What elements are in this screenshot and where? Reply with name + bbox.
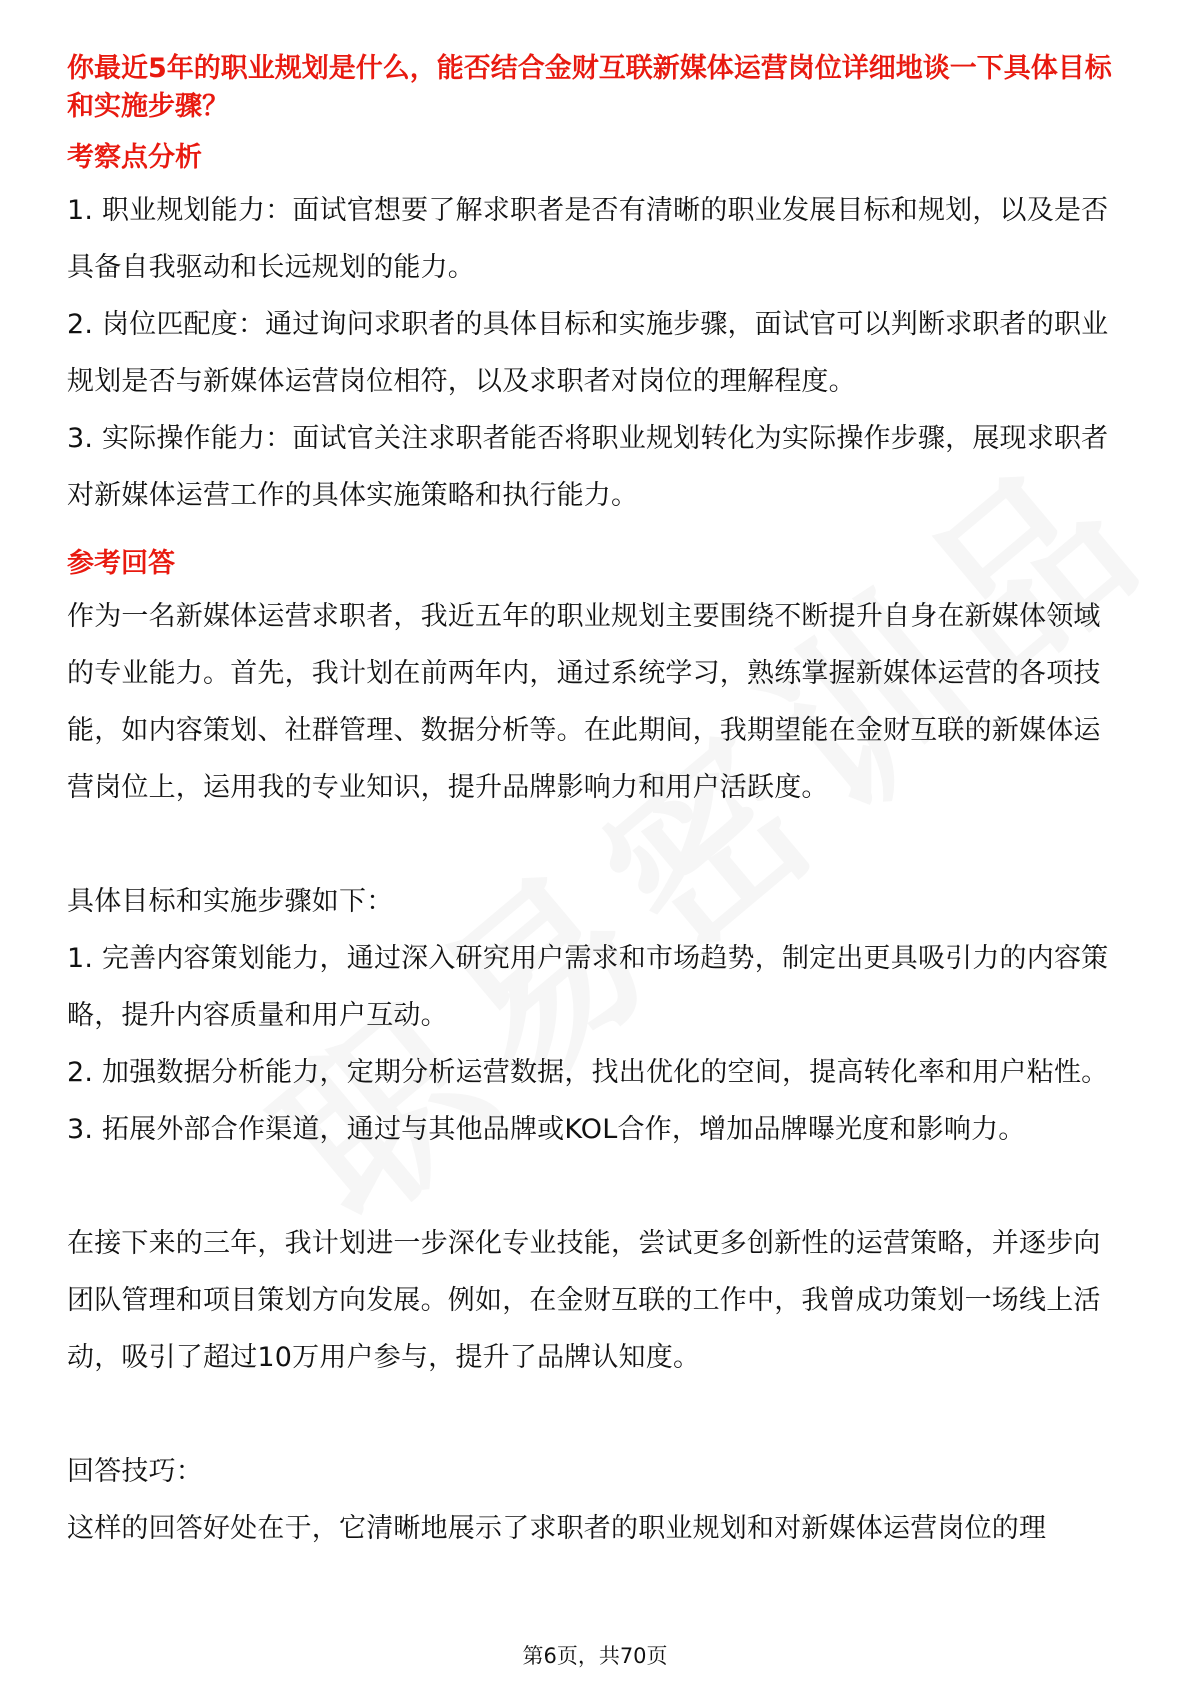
step-item-1: 1. 完善内容策划能力，通过深入研究用户需求和市场趋势，制定出更具吸引力的内容策略，提升内容质量和用户互动。 [67, 943, 1109, 1031]
answer-intro: 作为一名新媒体运营求职者，我近五年的职业规划主要围绕不断提升自身在新媒体领域的专业能力。首先，我计划在前两年内，通过系统学习，熟练掌握新媒体运营的各项技能，如内容策划、社群管理、数据分析等。在此期间，我期望能在金财互联的新媒体运营岗位上，运用我的专业知识，提升品牌影响力和用户活跃度。 [67, 601, 1101, 803]
tips-heading: 回答技巧： [67, 1456, 203, 1487]
tips-text: 这样的回答好处在于，它清晰地展示了求职者的职业规划和对新媒体运营岗位的理 [67, 1513, 1047, 1544]
analysis-heading: 考察点分析 [67, 142, 202, 173]
steps-intro: 具体目标和实施步骤如下： [67, 886, 394, 917]
later-plan: 在接下来的三年，我计划进一步深化专业技能，尝试更多创新性的运营策略，并逐步向团队管理和项目策划方向发展。例如，在金财互联的工作中，我曾成功策划一场线上活动，吸引了超过10万用户参与，提升了品牌认知度。 [67, 1228, 1101, 1373]
analysis-item-2: 2. 岗位匹配度：通过询问求职者的具体目标和实施步骤，面试官可以判断求职者的职业规划是否与新媒体运营岗位相符，以及求职者对岗位的理解程度。 [67, 309, 1109, 397]
question-title: 你最近5年的职业规划是什么，能否结合金财互联新媒体运营岗位详细地谈一下具体目标和实施步骤？ [67, 53, 1112, 122]
analysis-item-1: 1. 职业规划能力：面试官想要了解求职者是否有清晰的职业发展目标和规划，以及是否具备自我驱动和长远规划的能力。 [67, 195, 1109, 283]
step-item-2: 2. 加强数据分析能力，定期分析运营数据，找出优化的空间，提高转化率和用户粘性。 [67, 1057, 1109, 1088]
analysis-item-3: 3. 实际操作能力：面试官关注求职者能否将职业规划转化为实际操作步骤，展现求职者对新媒体运营工作的具体实施策略和执行能力。 [67, 423, 1109, 511]
step-item-3: 3. 拓展外部合作渠道，通过与其他品牌或KOL合作，增加品牌曝光度和影响力。 [67, 1114, 1026, 1145]
document-page [67, 50, 1123, 1557]
answer-heading: 参考回答 [67, 548, 175, 579]
page-number: 第6页，共70页 [522, 1644, 668, 1668]
